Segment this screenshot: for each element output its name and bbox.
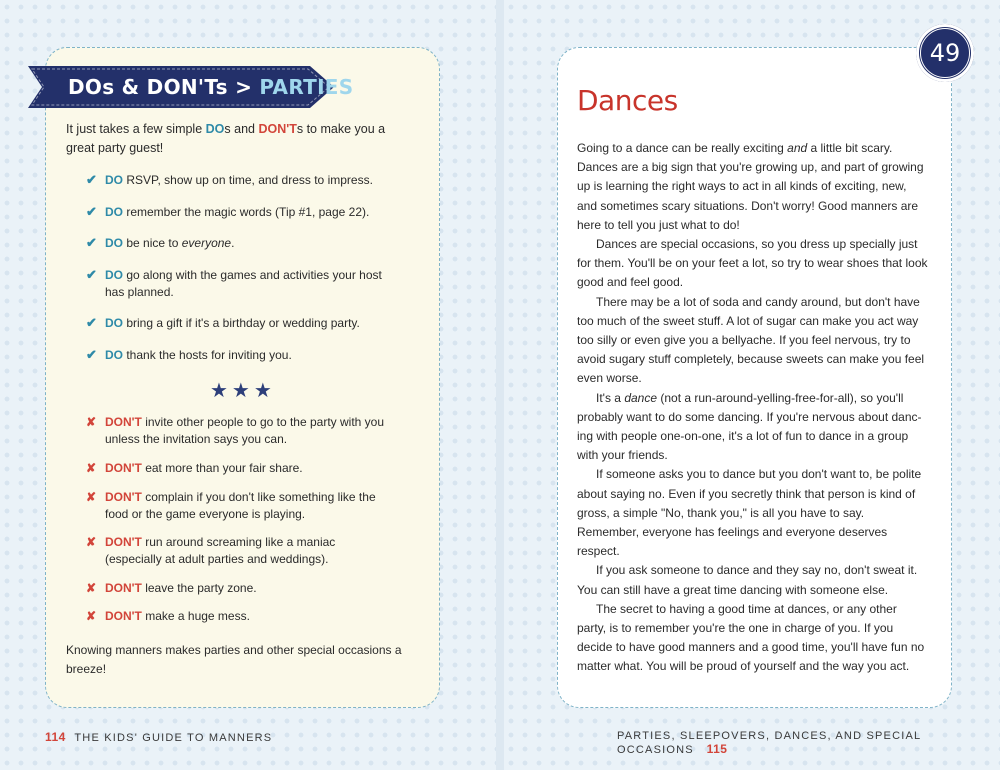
book-gutter (496, 0, 504, 770)
dont-item (86, 534, 386, 567)
dont-item (86, 580, 386, 597)
dont-text: make a huge mess. (145, 609, 250, 623)
cross-icon: ✘ (86, 415, 97, 429)
dont-item (86, 489, 386, 522)
paragraph-emphasis: and (787, 141, 808, 155)
do-text: thank the hosts for inviting you. (126, 348, 292, 362)
do-item (86, 315, 386, 332)
check-icon: ✔ (86, 267, 97, 282)
do-keyword: DO (105, 173, 123, 187)
left-footer (45, 730, 272, 744)
do-keyword: DO (105, 268, 123, 282)
dont-text: invite other people to go to the party with you unless the invitation says you can. (105, 415, 385, 446)
paragraph-text: (not a run-around-yelling-free-for-all), so you'll probably want to do some dancing. If you're nervous about dancing with people one-on-one, it's a lot of fun to dance in a group with your friends. (577, 390, 922, 463)
paragraph: There may be a lot of soda and candy around, but don't have too much of the sweet stuff. A lot of sugar can make you act way too silly or even give you a bellyache. If you feel nervous, try to avoid sugary stuff completely, because sweets can make you feel even worse. (577, 294, 925, 386)
closing-text: Knowing manners makes parties and other special occasions a breeze! (66, 643, 402, 676)
paragraph (577, 389, 929, 466)
do-keyword: DO (105, 205, 123, 219)
do-item (86, 204, 386, 221)
do-text: remember the magic words (Tip #1, page 22). (126, 205, 370, 219)
page-number: 114 (45, 730, 66, 744)
paragraph: If someone asks you to dance but you don't want to, be polite about saying no. Even if you secretly think that person is kind of gross, a simple "No, thank you," is all you have to say. Remember, everyone has feelings and everyone deserves respect. (577, 467, 922, 559)
cross-icon: ✘ (86, 581, 97, 595)
do-item (86, 347, 386, 364)
intro-part: It just takes a few simple (66, 122, 206, 136)
do-emphasis: everyone (181, 236, 232, 250)
running-title: PARTIES, SLEEPOVERS, DANCES, AND SPECIAL OCCASIONS (617, 730, 921, 756)
do-text: be nice to (126, 236, 182, 250)
paragraph: If you ask someone to dance and they say no, don't sweat it. You can still have a great time dancing with someone else. (577, 563, 918, 597)
dont-item (86, 414, 386, 447)
tip-number-badge (916, 24, 974, 82)
check-icon: ✔ (86, 235, 97, 250)
do-item (86, 235, 386, 252)
dont-text: run around screaming like a maniac (especially at adult parties and weddings). (105, 535, 336, 566)
banner-title-topic: PARTIES (259, 75, 354, 99)
dont-item (86, 460, 386, 477)
paragraph (577, 139, 929, 235)
do-text: RSVP, show up on time, and dress to impress. (126, 173, 373, 187)
right-footer (617, 730, 1000, 756)
do-item (86, 267, 386, 300)
check-icon: ✔ (86, 204, 97, 219)
dont-keyword: DON'T (105, 415, 142, 429)
section-heading: Dances (577, 84, 678, 117)
check-icon: ✔ (86, 315, 97, 330)
do-text: bring a gift if it's a birthday or wedding party. (126, 316, 360, 330)
running-title: THE KIDS' GUIDE TO MANNERS (74, 732, 273, 744)
cross-icon: ✘ (86, 461, 97, 475)
dont-keyword: DON'T (105, 490, 142, 504)
do-text: go along with the games and activities your host has planned. (105, 268, 382, 299)
dont-text: eat more than your fair share. (145, 461, 303, 475)
intro-text (66, 120, 416, 158)
section-banner (28, 64, 354, 110)
do-keyword: DO (105, 348, 123, 362)
do-item (86, 172, 386, 189)
intro-part: s to make you a great party guest! (66, 122, 386, 155)
paragraph-text: a little bit scary. Dances are a big sign that you're growing up, and part of growing up is learning the right ways to act in all kinds of exciting, new, and sometimes scary situations. Don't worry! Good manners are here to tell you just what to do! (577, 141, 924, 232)
do-keyword: DO (105, 316, 123, 330)
cross-icon: ✘ (86, 535, 97, 549)
dont-text: leave the party zone. (145, 581, 257, 595)
dont-keyword: DON'T (105, 535, 142, 549)
paragraph-text: Going to a dance can be really exciting (577, 141, 788, 155)
article-body (577, 139, 929, 677)
intro-part: s and (224, 122, 259, 136)
do-keyword: DO (105, 236, 123, 250)
dont-text: complain if you don't like something like the food or the game everyone is playing. (105, 490, 376, 521)
dont-keyword: DON'T (105, 609, 142, 623)
dont-keyword: DON'T (105, 461, 142, 475)
paragraph: Dances are special occasions, so you dress up specially just for them. You'll be on your feet a lot, so try to wear shoes that look good and feel good. (577, 237, 928, 290)
check-icon: ✔ (86, 347, 97, 362)
tip-number: 49 (929, 39, 961, 67)
page-number: 115 (706, 742, 728, 756)
dont-item (86, 608, 386, 625)
check-icon: ✔ (86, 172, 97, 187)
dont-keyword: DON'T (105, 581, 142, 595)
cross-icon: ✘ (86, 609, 97, 623)
do-text-end: . (231, 236, 235, 250)
banner-title-prefix: DOs & DON'Ts > (68, 75, 253, 99)
star-icon: ★★★ (210, 380, 276, 402)
cross-icon: ✘ (86, 490, 97, 504)
paragraph: The secret to having a good time at dances, or any other party, is to remember you're the one in charge of you. If you decide to have good manners and a good time, you'll have fun no matter what. You will be proud of yourself and the way you act. (577, 601, 925, 674)
paragraph-text: It's a (596, 390, 625, 405)
intro-do-keyword: DO (205, 122, 225, 136)
paragraph-emphasis: dance (624, 390, 658, 405)
intro-dont-keyword: DON'T (258, 122, 297, 136)
banner-title (68, 75, 353, 99)
